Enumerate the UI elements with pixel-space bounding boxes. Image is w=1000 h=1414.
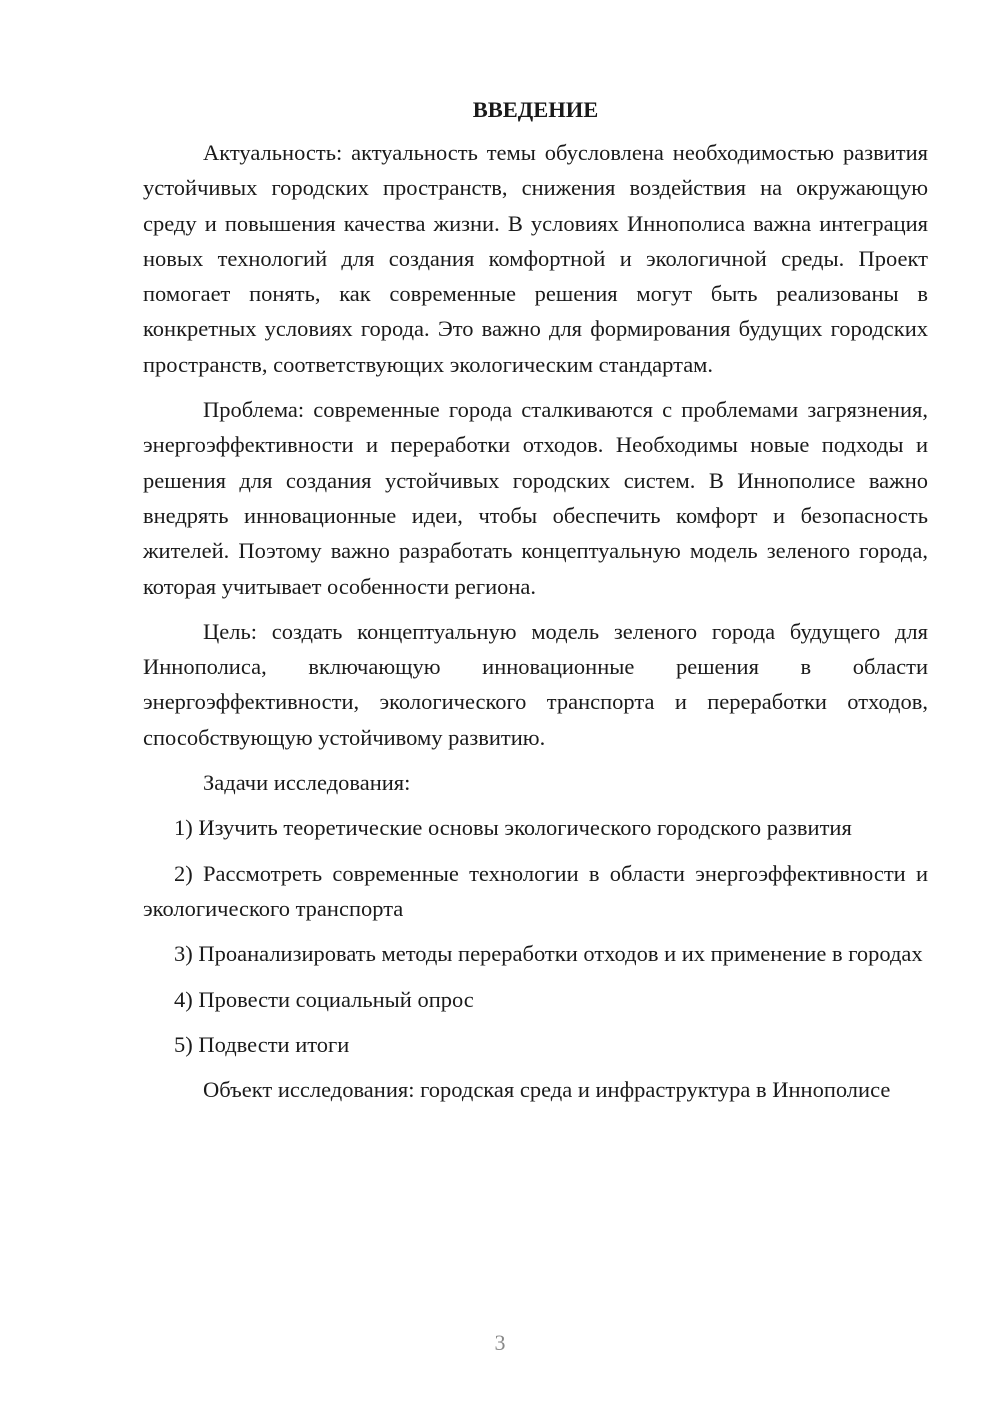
paragraph-object: Объект исследования: городская среда и инфраструктура в Иннополисе: [203, 1077, 891, 1103]
task-item-1: 1) Изучить теоретические основы экологического городского развития: [174, 815, 852, 841]
tasks-heading: Задачи исследования:: [203, 770, 411, 796]
section-title: ВВЕДЕНИЕ: [472, 97, 599, 122]
paragraph-relevance: Актуальность: актуальность темы обусловлена необходимостью развития устойчивых городских пространств, снижения воздействия на окружающую среду и повышения качества жизни. В условиях Иннополиса важна интеграция новых технологий для создания комфортной и экологичной среды. Проект помогает понять, как современные решения могут быть реализованы в конкретных условиях города. Это важно для формирования будущих городских пространств, соответствующих экологическим стандартам.: [143, 140, 928, 377]
task-item-2: 2) Рассмотреть современные технологии в области энергоэффективности и экологического транспорта: [143, 860, 928, 921]
task-item-3: 3) Проанализировать методы переработки отходов и их применение в городах: [174, 941, 923, 967]
task-item-5: 5) Подвести итоги: [174, 1031, 350, 1057]
paragraph-goal: Цель: создать концептуальную модель зеленого города будущего для Иннополиса, включающую инновационные решения в области энергоэффективности, экологического транспорта и переработки отходов, способствующую устойчивому развитию.: [143, 618, 928, 750]
page-number: 3: [494, 1330, 506, 1355]
task-item-4: 4) Провести социальный опрос: [174, 986, 474, 1012]
page-content: [143, 92, 928, 1117]
paragraph-problem: Проблема: современные города сталкиваются с проблемами загрязнения, энергоэффективности и переработки отходов. Необходимы новые подходы и решения для создания устойчивых городских систем. В Иннополисе важно внедрять инновационные идеи, чтобы обеспечить комфорт и безопасность жителей. Поэтому важно разработать концептуальную модель зеленого города, которая учитывает особенности региона.: [143, 397, 928, 599]
